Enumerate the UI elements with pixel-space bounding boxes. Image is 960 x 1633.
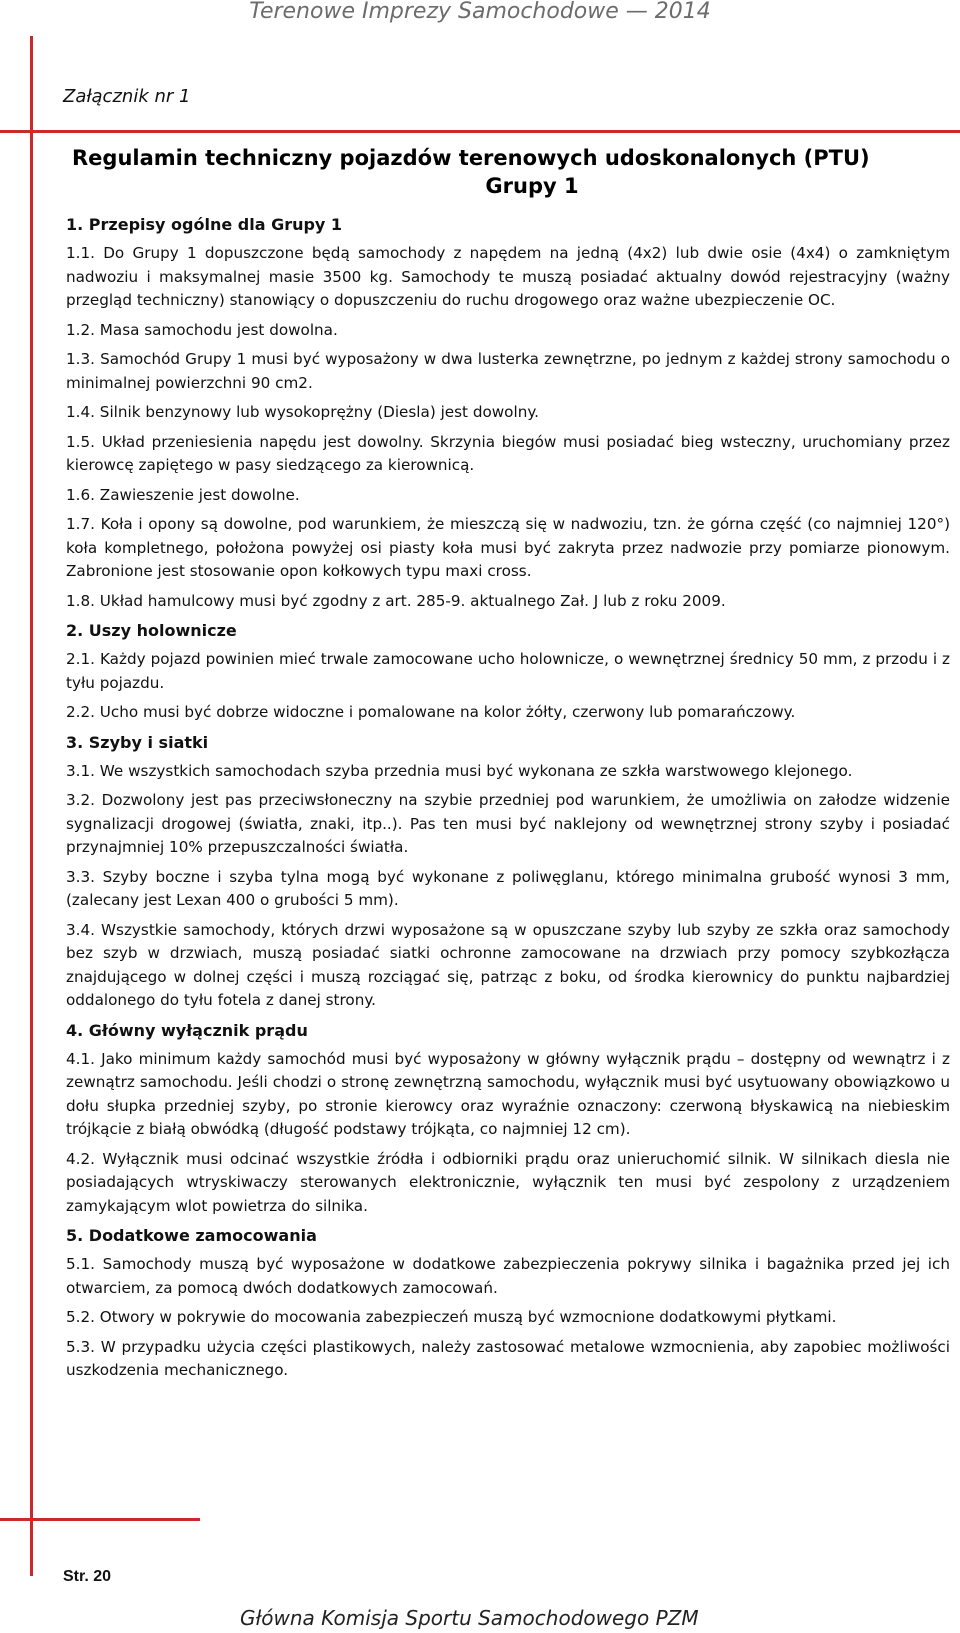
paragraph: 4.2. Wyłącznik musi odcinać wszystkie źródła i odbiorniki prądu oraz unieruchomić silnik. W silnikach diesla nie posiadających wtryskiwaczy sterowanych elektronicznie, wyłącznik ten musi być zespolony z urządzeniem zamykającym wlot powietrza do silnika.: [66, 1149, 950, 1215]
section-heading: 4. Główny wyłącznik prądu: [66, 1020, 308, 1040]
title-line-2: Grupy 1: [485, 174, 579, 198]
paragraph: 2.2. Ucho musi być dobrze widoczne i pomalowane na kolor żółty, czerwony lub pomarańczowy.: [66, 703, 796, 721]
paragraph: 5.1. Samochody muszą być wyposażone w dodatkowe zabezpieczenia pokrywy silnika i bagażnika przed jej ich otwarciem, za pomocą dwóch dodatkowych zamocowań.: [66, 1255, 950, 1297]
header-rule: [0, 130, 960, 133]
paragraph: 1.8. Układ hamulcowy musi być zgodny z art. 285-9. aktualnego Zał. J lub z roku 2009.: [66, 591, 726, 610]
left-margin-rule: [30, 36, 33, 1576]
paragraph: 1.7. Koła i opony są dowolne, pod warunkiem, że mieszczą się w nadwoziu, tzn. że górna część (co najmniej 120°) koła kompletnego, położona powyżej osi piasty koła musi być zakryta przez nadwozie przy pomiarze pionowym. Zabronione jest stosowanie opon kołkowych typu maxi cross.: [66, 515, 950, 580]
paragraph: 1.1. Do Grupy 1 dopuszczone będą samochody z napędem na jedną (4x2) lub dwie osie (4x4) o zamkniętym nadwoziu i maksymalnej masie 3500 kg. Samochody te muszą posiadać aktualny dowód rejestracyjny (ważny przegląd techniczny) stanowiący o dopuszczeniu do ruchu drogowego oraz ważne ubezpieczenie OC.: [66, 244, 950, 309]
paragraph: 1.4. Silnik benzynowy lub wysokoprężny (Diesla) jest dowolny.: [66, 403, 539, 421]
paragraph: 5.3. W przypadku użycia części plastikowych, należy zastosować metalowe wzmocnienia, aby zapobiec możliwości uszkodzenia mechanicznego.: [66, 1337, 950, 1379]
paragraph: 5.2. Otwory w pokrywie do mocowania zabezpieczeń muszą być wzmocnione dodatkowymi płytkami.: [66, 1308, 837, 1326]
paragraph: 3.4. Wszystkie samochody, których drzwi wyposażone są w opuszczane szyby lub szyby ze szkła oraz samochody bez szyb w drzwiach, muszą posiadać siatki ochronne zamocowane na drzwiach przy pomocy szybkozłącza znajdującego w dolnej części i muszą rozciągać się, patrząc z boku, od środka kierownicy do punktu najbardziej oddalonego do tyłu fotela z danej strony.: [66, 920, 950, 1009]
section-heading: 3. Szyby i siatki: [66, 732, 209, 752]
section-heading: 2. Uszy holownicze: [66, 621, 237, 640]
paragraph: 1.2. Masa samochodu jest dowolna.: [66, 320, 338, 339]
section-heading: 1. Przepisy ogólne dla Grupy 1: [66, 215, 343, 234]
footer-text: Główna Komisja Sportu Samochodowego PZM: [240, 1606, 699, 1630]
running-header: Terenowe Imprezy Samochodowe — 2014: [249, 0, 711, 24]
document-title: [72, 144, 952, 200]
paragraph: 4.1. Jako minimum każdy samochód musi być wyposażony w główny wyłącznik prądu – dostępny od wewnątrz i z zewnątrz samochodu. Jeśli chodzi o stronę zewnętrzną samochodu, wyłącznik musi być usytuowany obowiązkowo u dołu słupka przedniej szyby, po stronie kierowcy oraz wyraźnie oznaczony: czerwoną błyskawicą na niebieskim trójkącie z białą obwódką (długość podstawy trójkąta, co najmniej 12 cm).: [66, 1049, 950, 1138]
paragraph: 2.1. Każdy pojazd powinien mieć trwale zamocowane ucho holownicze, o wewnętrznej średnicy 50 mm, z przodu i z tyłu pojazdu.: [66, 650, 950, 692]
paragraph: 1.6. Zawieszenie jest dowolne.: [66, 485, 300, 504]
paragraph: 1.3. Samochód Grupy 1 musi być wyposażony w dwa lusterka zewnętrzne, po jednym z każdej strony samochodu o minimalnej powierzchni 90 cm2.: [66, 350, 950, 392]
page-number: Str. 20: [63, 1568, 112, 1585]
section-heading: 5. Dodatkowe zamocowania: [66, 1226, 317, 1245]
footer-rule: [0, 1518, 200, 1521]
document-body: [66, 213, 950, 1389]
paragraph: 1.5. Układ przeniesienia napędu jest dowolny. Skrzynia biegów musi posiadać bieg wsteczny, uruchomiany przez kierowcę zapiętego w pasy siedzącego za kierownicą.: [66, 432, 950, 474]
title-line-1: Regulamin techniczny pojazdów terenowych udoskonalonych (PTU): [72, 146, 870, 170]
paragraph: 3.3. Szyby boczne i szyba tylna mogą być wykonane z poliwęglanu, którego minimalna grubość wynosi 3 mm, (zalecany jest Lexan 400 o grubości 5 mm).: [66, 867, 950, 909]
paragraph: 3.1. We wszystkich samochodach szyba przednia musi być wykonana ze szkła warstwowego klejonego.: [66, 761, 853, 780]
paragraph: 3.2. Dozwolony jest pas przeciwsłoneczny na szybie przedniej pod warunkiem, że umożliwia on załodze widzenie sygnalizacji drogowej (światła, znaki, itp..). Pas ten musi być naklejony od wewnętrznej strony szyby i posiadać przynajmniej 10% przepuszczalności światła.: [66, 791, 950, 856]
annex-label: Załącznik nr 1: [63, 86, 191, 107]
